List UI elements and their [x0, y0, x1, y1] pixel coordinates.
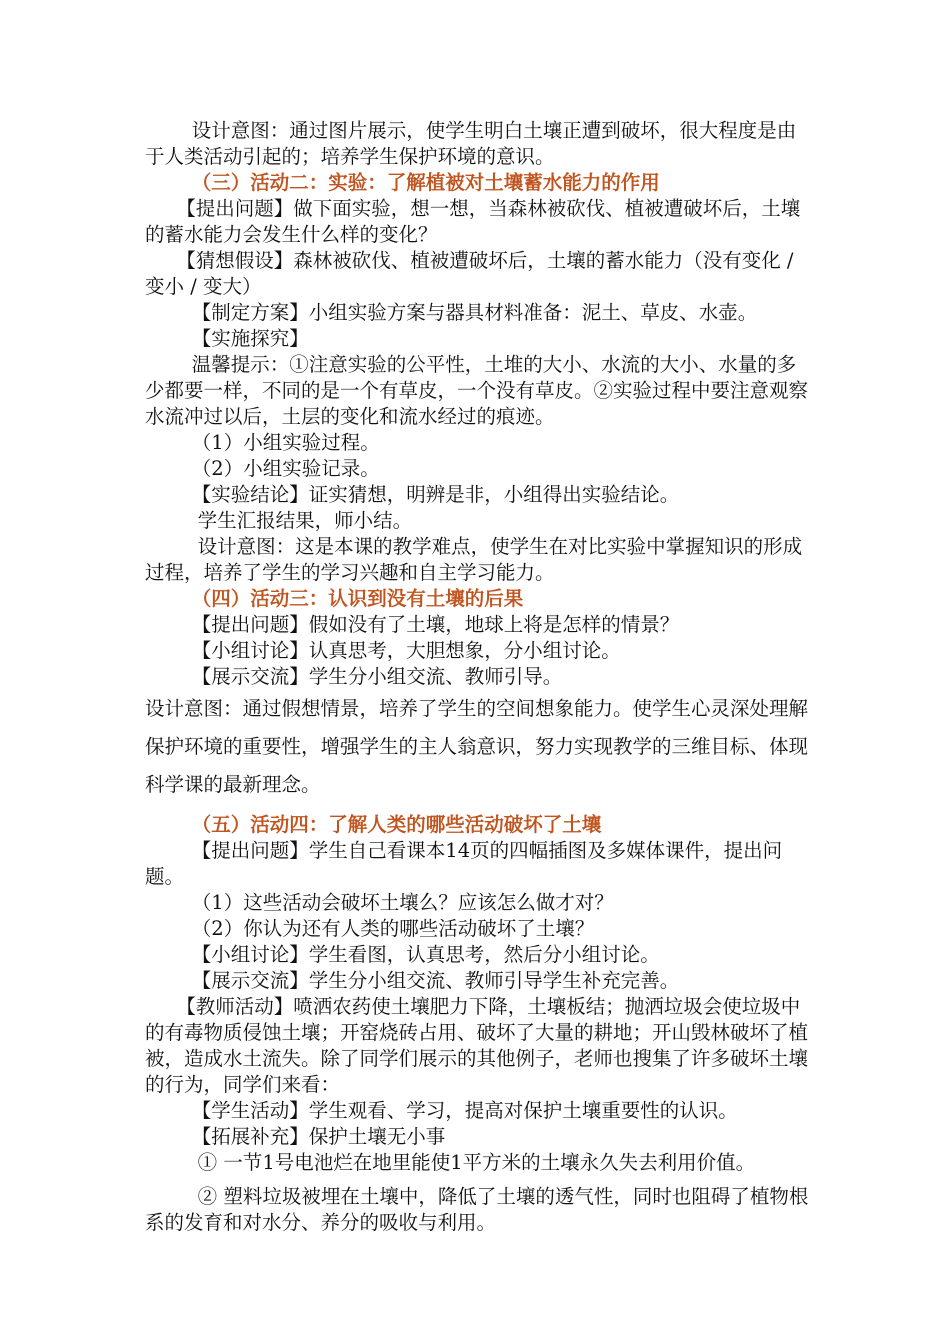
- paragraph: 【学生活动】学生观看、学习，提高对保护土壤重要性的认识。: [191, 1099, 738, 1122]
- paragraph: 设计意图：通过假想情景，培养了学生的空间想象能力。使学生心灵深处理解保护环境的重要性，增强学生的主人翁意识，努力实现教学的三维目标、体现科学课的最新理念。: [145, 697, 809, 796]
- paragraph: 设计意图：这是本课的教学难点，使学生在对比实验中掌握知识的形成过程，培养了学生的学习兴趣和自主学习能力。: [145, 535, 803, 584]
- paragraph: 【拓展补充】保护土壤无小事: [191, 1125, 446, 1148]
- paragraph: ① 一节1号电池烂在地里能使1平方米的土壤永久失去利用价值。: [197, 1151, 756, 1174]
- section-heading: （四）活动三：认识到没有土壤的后果: [191, 587, 524, 610]
- paragraph: 【展示交流】学生分小组交流、教师引导学生补充完善。: [191, 969, 680, 992]
- spacer: [145, 1176, 815, 1184]
- section-heading: （五）活动四：了解人类的哪些活动破坏了土壤: [191, 813, 602, 836]
- paragraph: 【提出问题】做下面实验，想一想，当森林被砍伐、植被遭破坏后，土壤的蓄水能力会发生什么样的变化？: [145, 197, 801, 246]
- paragraph: 设计意图：通过图片展示，使学生明白土壤正遭到破坏，很大程度是由于人类活动引起的；培养学生保护环境的意识。: [145, 119, 797, 168]
- paragraph: 【提出问题】学生自己看课本14页的四幅插图及多媒体课件，提出问题。: [145, 839, 783, 888]
- section-heading: （三）活动二：实验：了解植被对土壤蓄水能力的作用: [191, 171, 660, 194]
- paragraph: 【小组讨论】学生看图，认真思考，然后分小组讨论。: [191, 943, 660, 966]
- paragraph: （1）这些活动会破坏土壤么？应该怎么做才对？: [191, 891, 614, 914]
- paragraph: 【实施探究】: [191, 327, 309, 350]
- paragraph: 【制定方案】小组实验方案与器具材料准备：泥土、草皮、水壶。: [191, 301, 758, 324]
- paragraph: 【教师活动】喷洒农药使土壤肥力下降，土壤板结；抛洒垃圾会使垃圾中的有毒物质侵蚀土壤；开窑烧砖占用、破坏了大量的耕地；开山毁林破坏了植被，造成水土流失。除了同学们展示的其他例子，老师也搜集了许多破坏土壤的行为，同学们来看：: [145, 995, 809, 1096]
- spacer: [145, 804, 815, 812]
- paragraph: 【猜想假设】森林被砍伐、植被遭破坏后，土壤的蓄水能力（没有变化 / 变小 / 变大）: [145, 249, 794, 298]
- paragraph: 【实验结论】证实猜想，明辨是非，小组得出实验结论。: [191, 483, 680, 506]
- paragraph: 【小组讨论】认真思考，大胆想象，分小组讨论。: [191, 639, 621, 662]
- paragraph: ② 塑料垃圾被埋在土壤中，降低了土壤的透气性，同时也阻碍了植物根系的发育和对水分、养分的吸收与利用。: [145, 1185, 809, 1234]
- paragraph: （2）小组实验记录。: [191, 457, 380, 480]
- document-page: [145, 118, 815, 1236]
- paragraph: 【展示交流】学生分小组交流、教师引导。: [191, 665, 563, 688]
- paragraph: 温馨提示：①注意实验的公平性，土堆的大小、水流的大小、水量的多少都要一样，不同的是一个有草皮，一个没有草皮。②实验过程中要注意观察水流冲过以后，土层的变化和流水经过的痕迹。: [145, 353, 809, 428]
- paragraph: 学生汇报结果，师小结。: [197, 509, 413, 532]
- paragraph: （1）小组实验过程。: [191, 431, 380, 454]
- paragraph: 【提出问题】假如没有了土壤，地球上将是怎样的情景？: [191, 613, 680, 636]
- paragraph: （2）你认为还有人类的哪些活动破坏了土壤？: [191, 917, 595, 940]
